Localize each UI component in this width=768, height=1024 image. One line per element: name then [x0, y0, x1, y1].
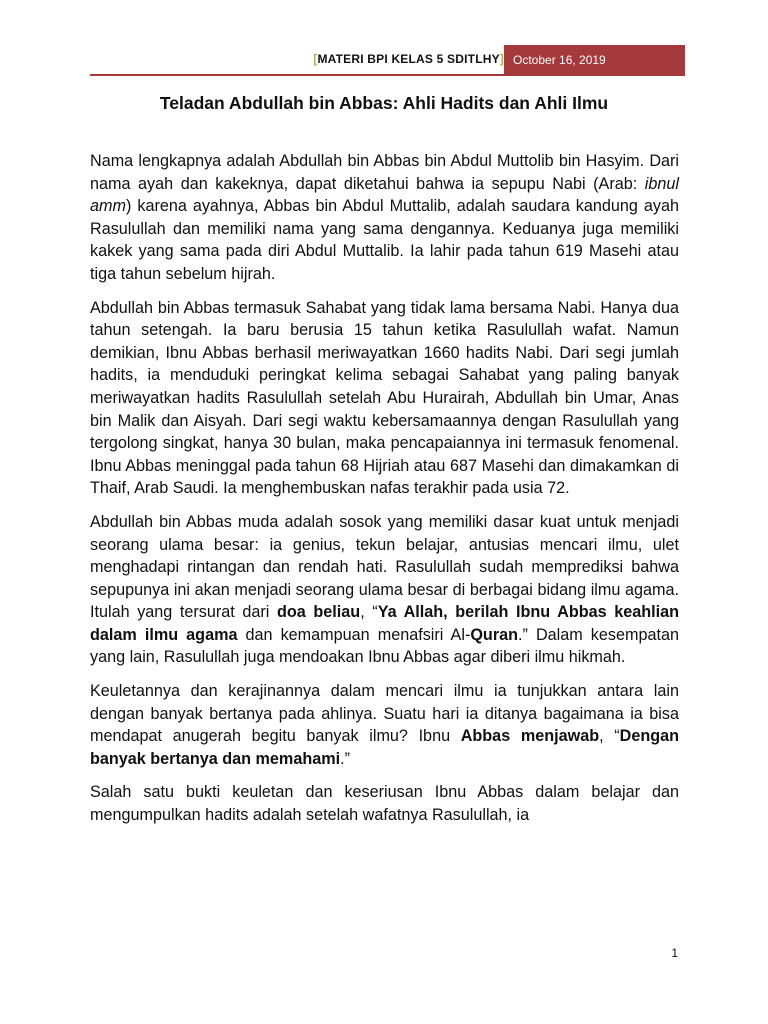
header-date: October 16, 2019: [504, 45, 685, 76]
paragraph-4-text: Keuletannya dan kerajinannya dalam mencari ilmu ia tunjukkan antara lain dengan banyak bertanya pada ahlinya. Suatu hari ia ditanya bagaimana ia bisa mendapat anugerah begitu banyak ilmu? Ibnu: [90, 682, 679, 746]
paragraph-4-quote-open: , “: [599, 727, 620, 746]
header-divider: [90, 74, 685, 76]
page-title: Teladan Abdullah bin Abbas: Ahli Hadits dan Ahli Ilmu: [159, 93, 609, 113]
paragraph-3-quote-open: , “: [360, 603, 378, 622]
paragraph-3-text-mid: dan kemampuan menafsiri Al-: [237, 625, 471, 644]
header-bracket-open: [: [313, 52, 318, 66]
article-body: [90, 150, 679, 838]
paragraph-3-bold-prayer: Ya Allah, berilah Ibnu Abbas keahlian dalam ilmu agama: [90, 603, 679, 644]
header-label: [313, 52, 504, 66]
page-header: [0, 45, 768, 76]
paragraph-4-bold-quote: Dengan banyak bertanya dan memahami: [90, 727, 679, 768]
paragraph-5: Salah satu bukti keuletan dan keseriusan Ibnu Abbas dalam belajar dan mengumpulkan hadits adalah setelah wafatnya Rasulullah, ia: [90, 783, 679, 825]
paragraph-3-bold-doa: doa beliau: [277, 603, 361, 622]
paragraph-3: [90, 511, 679, 669]
header-bracket-close: ]: [499, 52, 504, 66]
paragraph-4: [90, 680, 679, 770]
paragraph-1-text-end: ) karena ayahnya, Abbas bin Abdul Muttalib, adalah saudara kandung ayah Rasulullah dan memiliki nama yang sama dengannya. Keduanya juga memiliki kakek yang sama pada diri Abdul Muttalib. Ia lahir pada tahun 619 Masehi atau tiga tahun sebelum hijrah.: [90, 197, 679, 283]
paragraph-3-text: Abdullah bin Abbas muda adalah sosok yang memiliki dasar kuat untuk menjadi seorang ulama besar: ia genius, tekun belajar, antusias mencari ilmu, ulet menghadapi rintangan dan rendah hati. Rasulullah sudah memprediksi bahwa sepupunya ini akan menjadi seorang ulama besar di berbagai bidang ilmu agama. Itulah yang tersurat dari: [90, 512, 679, 622]
page-number: 1: [671, 946, 678, 960]
paragraph-1-italic-term: ibnul amm: [90, 174, 679, 216]
paragraph-1: [90, 150, 679, 286]
paragraph-1-text: Nama lengkapnya adalah Abdullah bin Abbas bin Abdul Muttolib bin Hasyim. Dari nama ayah dan kakeknya, dapat diketahui bahwa ia sepupu Nabi (Arab:: [90, 152, 679, 193]
paragraph-4-bold-answer: Abbas menjawab: [460, 727, 600, 746]
paragraph-3-bold-quran: Quran: [470, 625, 519, 644]
paragraph-4-quote-close: .”: [340, 749, 350, 768]
header-label-text: MATERI BPI KELAS 5 SDITLHY: [317, 52, 500, 66]
paragraph-3-text-end: .” Dalam kesempatan yang lain, Rasulullah juga mendoakan Ibnu Abbas agar diberi ilmu hikmah.: [90, 625, 679, 667]
paragraph-2: Abdullah bin Abbas termasuk Sahabat yang tidak lama bersama Nabi. Hanya dua tahun setengah. Ia baru berusia 15 tahun ketika Rasulullah wafat. Namun demikian, Ibnu Abbas berhasil meriwayatkan 1660 hadits Nabi. Dari segi jumlah hadits, ia menduduki peringkat kelima sebagai Sahabat yang paling banyak meriwayatkan hadits Rasulullah setelah Abu Hurairah, Abdullah bin Umar, Anas bin Malik dan Aisyah. Dari segi waktu kebersamaannya dengan Rasulullah yang tergolong singkat, hanya 30 bulan, maka pencapaiannya ini termasuk fenomenal. Ibnu Abbas meninggal pada tahun 68 Hijriah atau 687 Masehi dan dimakamkan di Thaif, Arab Saudi. Ia menghembuskan nafas terakhir pada usia 72.: [90, 298, 679, 498]
